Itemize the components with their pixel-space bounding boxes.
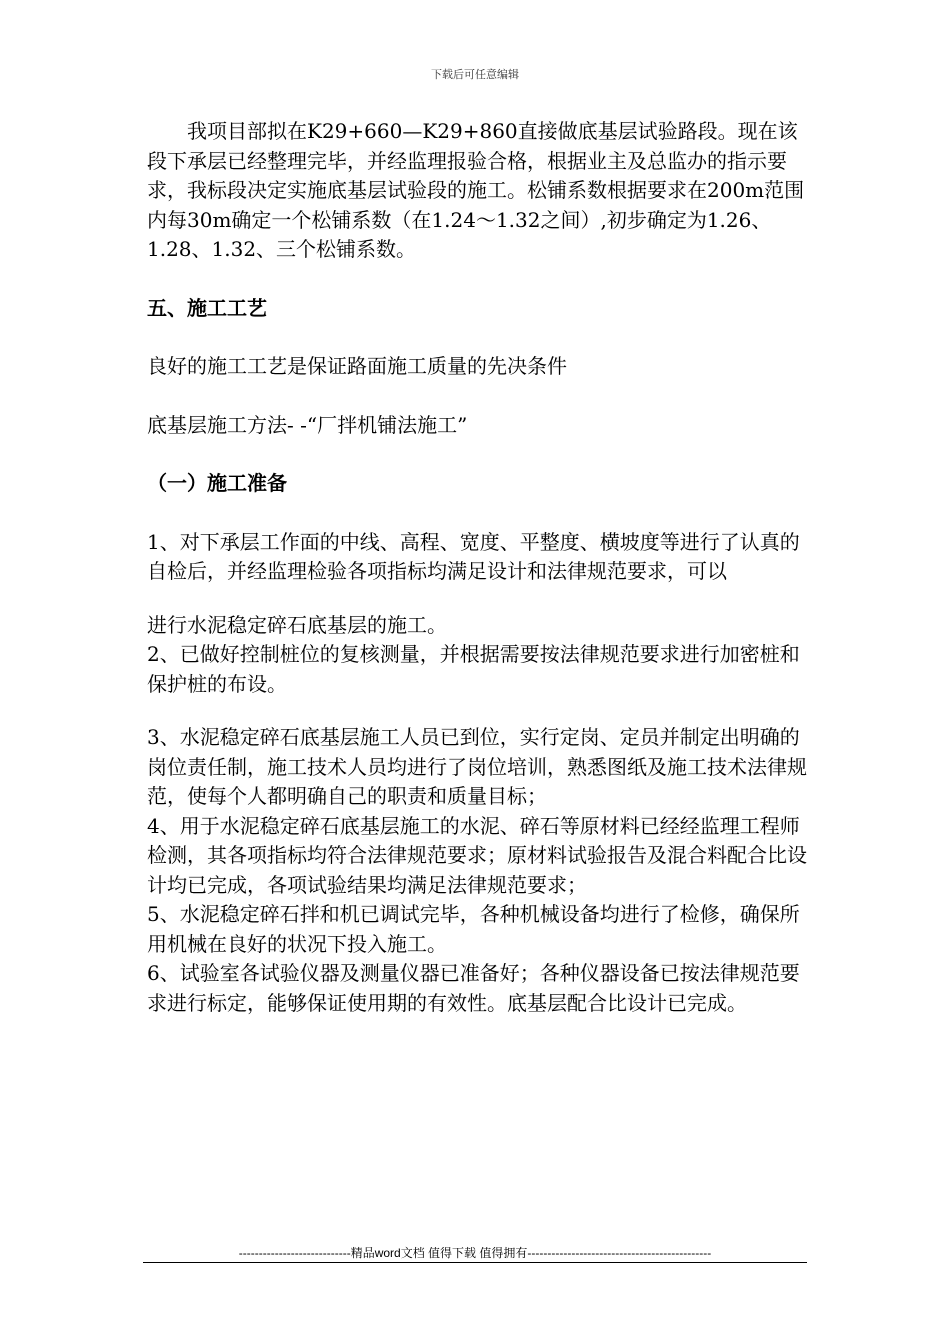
list-item-3: 3、水泥稳定碎石底基层施工人员已到位，实行定岗、定员并制定出明确的岗位责任制，施工技术人员均进行了岗位培训，熟悉图纸及施工技术法律规范，使每个人都明确自己的职责和质量目标；: [147, 725, 807, 808]
list-item-1: 1、对下承层工作面的中线、高程、宽度、平整度、横坡度等进行了认真的自检后，并经监理检验各项指标均满足设计和法律规范要求，可以: [147, 529, 800, 583]
footer-divider: [143, 1262, 807, 1263]
intro-paragraph: 我项目部拟在K29+660—K29+860直接做底基层试验路段。现在该段下承层已经整理完毕，并经监理报验合格，根据业主及总监办的指示要求，我标段决定实施底基层试验段的施工。松铺系数根据要求在200m范围内每30m确定一个松铺系数（在1.24～1.32之间）,初步确定为1.26、1.28、1.32、三个松铺系数。: [147, 119, 805, 261]
subsection-title: （一）施工准备: [147, 471, 287, 495]
footer-text: ----------------------------精品word文档 值得下载 值得拥有----------------------------------------------: [238, 1246, 712, 1260]
list-item-4: 4、用于水泥稳定碎石底基层施工的水泥、碎石等原材料已经经监理工程师检测，其各项指标均符合法律规范要求；原材料试验报告及混合料配合比设计均已完成，各项试验结果均满足法律规范要求；: [147, 813, 807, 897]
document-body: [147, 117, 807, 1018]
paragraph-quality: 良好的施工工艺是保证路面施工质量的先决条件: [147, 354, 567, 378]
header-note: 下载后可任意编辑: [431, 68, 519, 81]
list-item-5: 5、水泥稳定碎石拌和机已调试完毕，各种机械设备均进行了检修，确保所用机械在良好的状况下投入施工。: [147, 902, 800, 956]
section-title: 五、施工工艺: [147, 295, 267, 320]
paragraph-method: 底基层施工方法- -“厂拌机铺法施工”: [147, 412, 468, 437]
list-item-1-continued: 进行水泥稳定碎石底基层的施工。: [147, 612, 447, 637]
list-item-6: 6、试验室各试验仪器及测量仪器已准备好；各种仪器设备已按法律规范要求进行标定，能够保证使用期的有效性。底基层配合比设计已完成。: [147, 961, 800, 1015]
list-item-2: 2、已做好控制桩位的复核测量，并根据需要按法律规范要求进行加密桩和保护桩的布设。: [147, 642, 800, 696]
